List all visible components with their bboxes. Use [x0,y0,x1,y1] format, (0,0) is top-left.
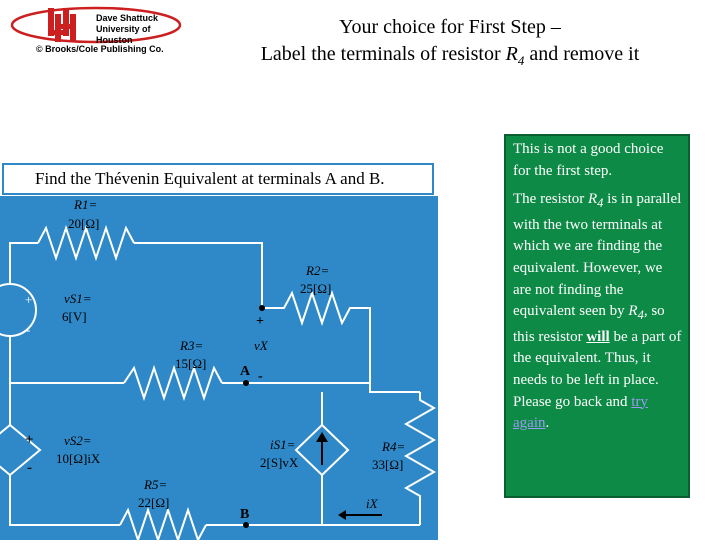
r3-label: R3= [180,338,204,353]
r5-value: 22[Ω] [138,495,170,510]
r2-value: 25[Ω] [300,281,332,296]
current-arrow-ix-icon [338,510,382,520]
vs2-plus-sign: + [25,432,34,448]
resistor-r5-symbol [120,510,206,540]
r3-value: 15[Ω] [175,356,207,371]
terminal-b-dot [243,522,249,528]
feedback-summary: This is not a good choice for the first step. [513,141,664,179]
resistor-r2-symbol [262,293,370,383]
vs1-minus-sign: - [26,322,31,337]
r4-value: 33[Ω] [372,457,404,472]
vx-minus-sign: - [258,369,263,384]
r1-label: R1= [74,197,98,212]
vx-plus-sign: + [256,314,264,329]
is1-label: iS1= [270,437,296,452]
node-dot [259,305,265,311]
terminal-a-dot [243,380,249,386]
terminal-a-label: A [240,364,251,379]
resistor-r1-symbol [38,228,134,258]
title-line-2-suffix: and remove it [524,43,640,65]
circuit-diagram [0,196,438,540]
resistor-r3-symbol [124,368,222,398]
feedback-resistor-symbol: $R_4$ [587,191,604,211]
dependent-voltage-source-vs2-icon [0,425,40,475]
vs2-minus-sign: - [27,460,32,476]
logo-author: Dave Shattuck [96,13,159,23]
feedback-box [504,134,690,498]
task-prompt: Find the Thévenin Equivalent at terminals A and B. [2,163,434,195]
slide-title [180,14,720,74]
ix-label: iX [366,496,378,511]
r1-value: 20[Ω] [68,216,100,231]
feedback-resistor-symbol-2: $R_4$ [628,303,644,323]
title-line-1: Your choice for First Step – [339,16,561,38]
title-line-2-prefix: Label the terminals of resistor [260,43,506,65]
try-again-link[interactable]: try again [513,393,648,432]
vs2-value: 10[Ω]iX [56,451,101,466]
is1-value: 2[S]vX [260,455,299,470]
circuit-wires [10,228,434,540]
logo [8,4,184,58]
r4-label: R4= [382,439,406,454]
logo-university: University of Houston [96,24,151,45]
feedback-emphasis: will [586,328,610,345]
vs1-value: 6[V] [62,309,87,324]
resistor-r4-symbol [406,392,434,525]
vs1-plus-sign: + [25,292,33,307]
circuit-panel [0,196,438,540]
uh-monogram-icon [48,8,76,42]
feedback-explanation: The resistor $R_4$ is in parallel with the two terminals at which we are finding the equivalent. However, we are not finding the equivalent seen by $R_4$, so this resistor will be a part of the equivalent. Thus, it needs to be left in place. Please go back and try again. [513,191,682,432]
terminal-b-label: B [240,507,250,522]
logo-publisher: © Brooks/Cole Publishing Co. [36,44,164,54]
vx-label: vX [254,338,268,353]
vs1-label: vS1= [64,291,92,306]
r2-label: R2= [306,263,330,278]
vs2-label: vS2= [64,433,92,448]
title-line-2 [180,41,720,74]
title-resistor-symbol: $R_4$ [505,43,525,68]
r5-label: R5= [144,477,168,492]
